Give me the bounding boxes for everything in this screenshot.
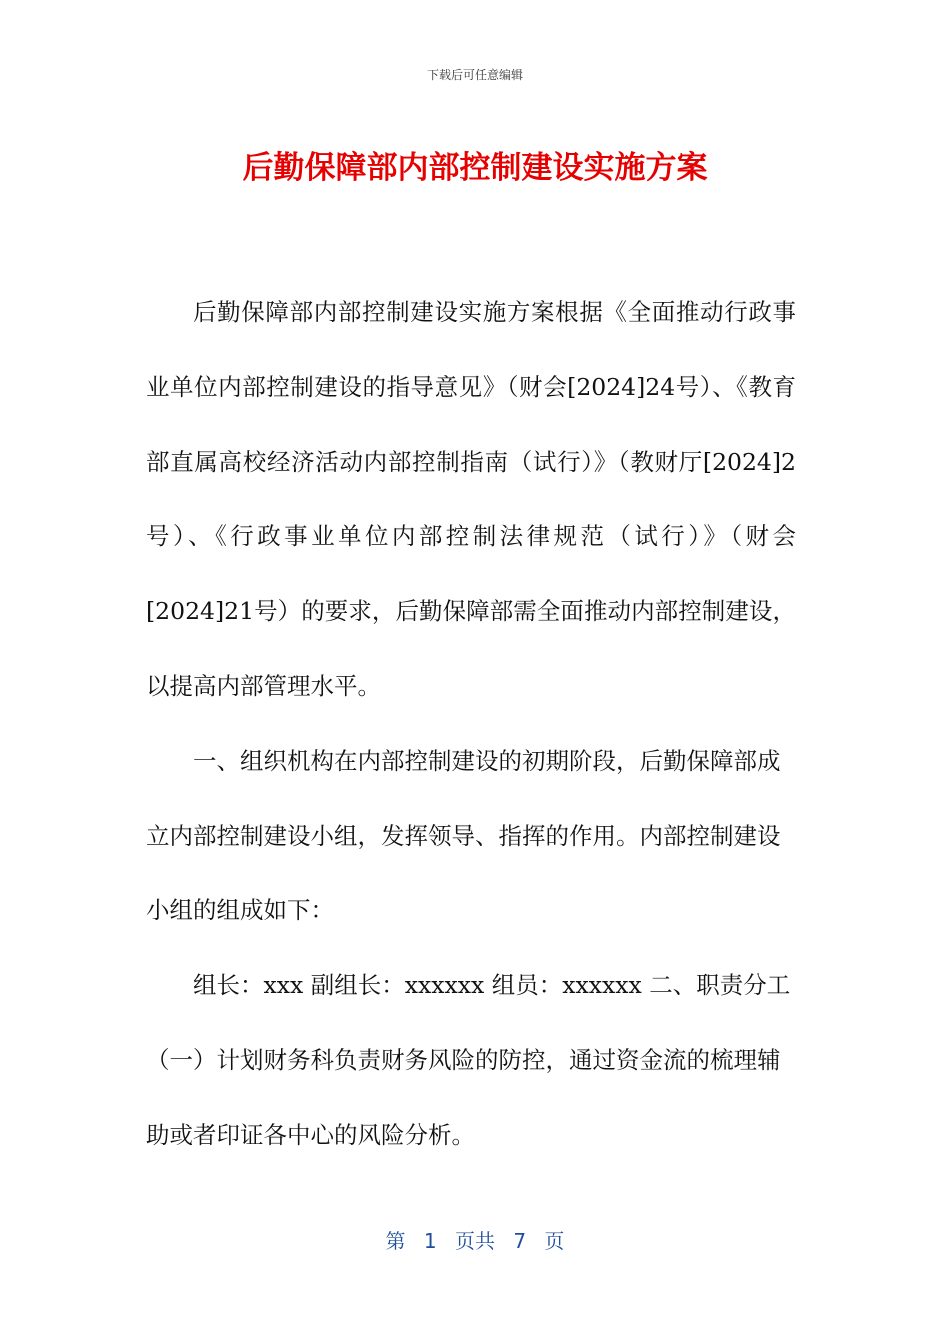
document-body — [146, 275, 796, 1173]
paragraph-organization: 一、组织机构在内部控制建设的初期阶段，后勤保障部成立内部控制建设小组，发挥领导、指挥的作用。内部控制建设小组的组成如下： — [146, 746, 781, 925]
page-footer: 第 1 页共 7 页 — [385, 1229, 565, 1253]
paragraph-intro: 后勤保障部内部控制建设实施方案根据《全面推动行政事业单位内部控制建设的指导意见》（财会[2024]24号）、《教育部直属高校经济活动内部控制指南（试行）》（教财厅[2024]2号）、《行政事业单位内部控制法律规范（试行）》（财会[2024]21号）的要求，后勤保障部需全面推动内部控制建设，以提高内部管理水平。 — [146, 298, 796, 700]
document-title: 后勤保障部内部控制建设实施方案 — [242, 150, 708, 186]
paragraph-finance-duty: （一）计划财务科负责财务风险的防控，通过资金流的梳理辅助或者印证各中心的风险分析。 — [146, 1045, 781, 1149]
header-note: 下载后可任意编辑 — [426, 68, 523, 82]
paragraph-members: 组长：xxx 副组长：xxxxxx 组员：xxxxxx 二、职责分工 — [193, 971, 791, 1000]
